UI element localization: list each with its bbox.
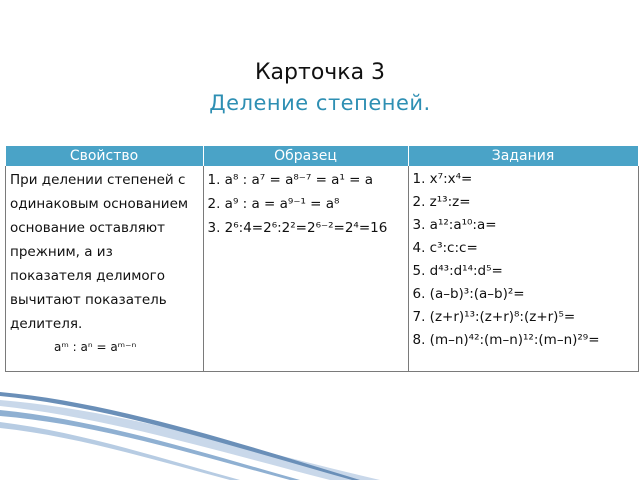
task-item: 4. c³:c:c= [412,240,478,256]
table-body-row [6,166,639,372]
example-item: 2. a⁹ : a = a⁹⁻¹ = a⁸ [207,196,340,212]
example-item: 1. a⁸ : a⁷ = a⁸⁻⁷ = a¹ = a [207,172,374,188]
property-line: одинаковым основанием [10,196,189,212]
title-block [0,58,640,118]
property-line: прежним, а из [10,244,113,260]
stripe-line [0,422,240,480]
decorative-stripes [0,392,640,480]
task-item: 6. (a–b)³:(a–b)²= [412,286,525,302]
property-line: показателя делимого [10,268,166,284]
property-text [6,166,203,336]
task-item: 2. z¹³:z= [412,194,471,210]
example-cell [203,166,408,372]
task-item: 5. d⁴³:d¹⁴:d⁵= [412,263,503,279]
card-title: Карточка 3 [254,60,386,85]
tasks-cell [408,166,638,372]
task-item: 1. x⁷:x⁴= [412,171,473,187]
task-item: 7. (z+r)¹³:(z+r)⁸:(z+r)⁵= [412,309,576,325]
task-item: 3. a¹²:a¹⁰:a= [412,217,497,233]
property-line: делителя. [10,316,83,332]
table-header-row [6,146,639,166]
task-list [409,166,638,352]
property-line: вычитают показатель [10,292,167,308]
property-formula: aᵐ : aⁿ = aᵐ⁻ⁿ [54,340,137,354]
example-item: 3. 2⁶:4=2⁶:2²=2⁶⁻²=2⁴=16 [207,220,388,236]
property-line: При делении степеней с [10,172,186,188]
header-tasks: Задания [408,146,638,166]
header-example: Образец [203,146,408,166]
card-subtitle: Деление степеней. [209,91,431,115]
example-list [204,166,408,240]
header-property: Свойство [6,146,204,166]
property-line: основание оставляют [10,220,165,236]
task-item: 8. (m–n)⁴²:(m–n)¹²:(m–n)²⁹= [412,332,600,348]
card-table [5,146,639,372]
property-cell [6,166,204,372]
